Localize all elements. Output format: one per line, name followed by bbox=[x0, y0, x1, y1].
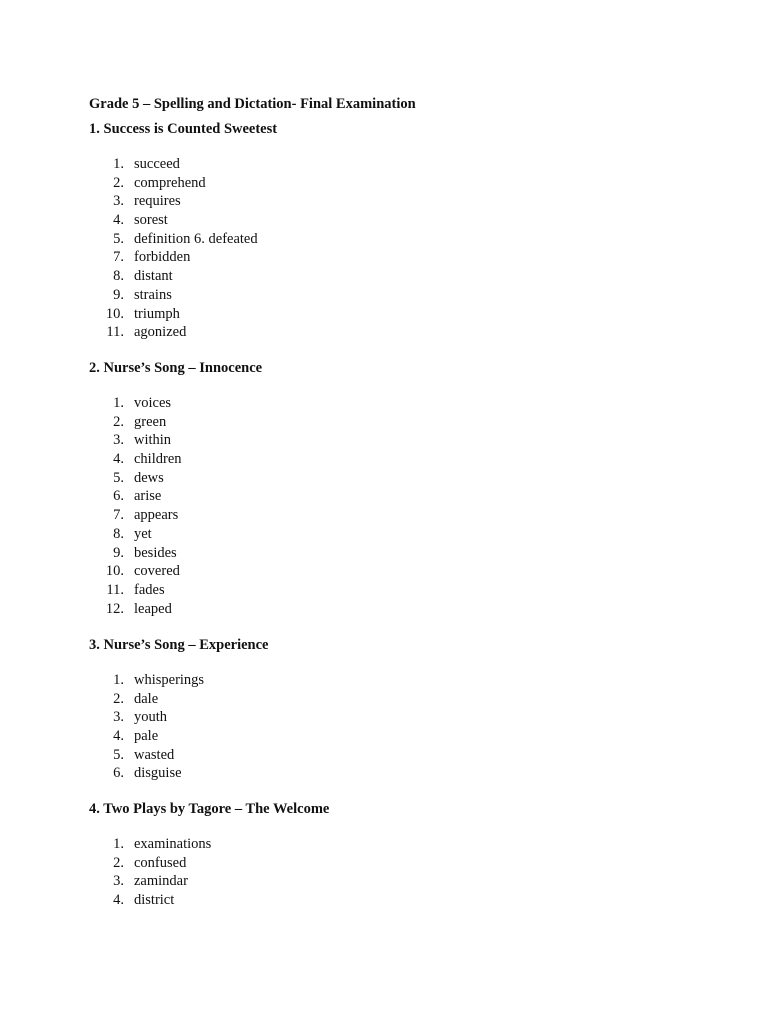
list-item-number: 5. bbox=[113, 230, 124, 247]
list-item bbox=[0, 394, 700, 413]
list-item-number: 3. bbox=[113, 873, 124, 890]
list-item-word: youth bbox=[134, 709, 168, 726]
list-item-number: 4. bbox=[113, 728, 124, 745]
list-item bbox=[0, 323, 700, 342]
list-item-word: voices bbox=[134, 395, 172, 411]
list-item-word: children bbox=[134, 451, 182, 468]
list-item-word: examinations bbox=[134, 836, 212, 852]
list-item bbox=[0, 155, 700, 174]
list-item-word: distant bbox=[134, 268, 173, 285]
list-item-word: forbidden bbox=[134, 249, 191, 266]
list-item-number: 1. bbox=[113, 395, 124, 411]
list-item bbox=[0, 872, 700, 891]
list-item-number: 1. bbox=[113, 156, 124, 172]
list-item-number: 6. bbox=[113, 488, 124, 505]
list-item-number: 8. bbox=[113, 525, 124, 542]
list-item-number: 3. bbox=[113, 193, 124, 210]
list-item-word: strains bbox=[134, 286, 172, 303]
list-item-number: 4. bbox=[113, 212, 124, 229]
list-item bbox=[0, 525, 700, 544]
list-item bbox=[0, 267, 700, 286]
section-heading: 3. Nurse’s Song – Experience bbox=[89, 637, 269, 653]
list-item bbox=[0, 286, 700, 305]
list-item-number: 7. bbox=[113, 249, 124, 266]
list-item bbox=[0, 487, 700, 506]
list-item bbox=[0, 854, 700, 873]
list-item bbox=[0, 671, 700, 690]
list-item-number: 7. bbox=[113, 507, 124, 524]
page-title: Grade 5 – Spelling and Dictation- Final Examination bbox=[89, 96, 416, 112]
list-item-word: wasted bbox=[134, 746, 175, 763]
list-item-word: disguise bbox=[134, 765, 182, 782]
word-list bbox=[0, 835, 700, 910]
list-item-number: 1. bbox=[113, 672, 124, 688]
list-item bbox=[0, 192, 700, 211]
list-item bbox=[0, 835, 700, 854]
list-item-word: definition 6. defeated bbox=[134, 230, 258, 247]
section-heading: 2. Nurse’s Song – Innocence bbox=[89, 360, 263, 376]
list-item bbox=[0, 230, 700, 249]
list-item-word: leaped bbox=[134, 600, 172, 617]
list-item-number: 12. bbox=[105, 600, 124, 617]
list-item-number: 10. bbox=[105, 563, 124, 580]
list-item bbox=[0, 450, 700, 469]
list-item-word: fades bbox=[134, 581, 165, 598]
list-item-number: 5. bbox=[113, 469, 124, 486]
list-item-number: 9. bbox=[113, 544, 124, 561]
list-item-number: 11. bbox=[106, 324, 124, 341]
list-item-word: besides bbox=[134, 544, 177, 561]
list-item-word: dale bbox=[134, 690, 159, 707]
list-item-number: 2. bbox=[113, 174, 124, 191]
list-item bbox=[0, 544, 700, 563]
list-item bbox=[0, 746, 700, 765]
list-item-word: covered bbox=[134, 563, 180, 580]
list-item-word: dews bbox=[134, 469, 164, 486]
list-item bbox=[0, 562, 700, 581]
section-heading: 4. Two Plays by Tagore – The Welcome bbox=[89, 801, 330, 817]
list-item bbox=[0, 431, 700, 450]
list-item-number: 3. bbox=[113, 709, 124, 726]
list-item bbox=[0, 413, 700, 432]
list-item bbox=[0, 581, 700, 600]
list-item bbox=[0, 708, 700, 727]
list-item bbox=[0, 600, 700, 619]
list-item bbox=[0, 891, 700, 910]
list-item-word: arise bbox=[134, 488, 162, 505]
list-item-number: 4. bbox=[113, 451, 124, 468]
list-item bbox=[0, 211, 700, 230]
list-item bbox=[0, 305, 700, 324]
list-item-number: 4. bbox=[113, 892, 124, 909]
list-item-word: requires bbox=[134, 193, 181, 210]
section-heading: 1. Success is Counted Sweetest bbox=[89, 121, 278, 137]
list-item-number: 6. bbox=[113, 765, 124, 782]
list-item bbox=[0, 690, 700, 709]
word-list bbox=[0, 155, 700, 342]
list-item-word: pale bbox=[134, 728, 159, 745]
list-item-word: yet bbox=[134, 525, 152, 542]
list-item-number: 8. bbox=[113, 268, 124, 285]
list-item bbox=[0, 174, 700, 193]
list-item bbox=[0, 248, 700, 267]
list-item-number: 1. bbox=[113, 836, 124, 852]
list-item-word: succeed bbox=[134, 156, 180, 172]
list-item-word: zamindar bbox=[134, 873, 188, 890]
list-item-number: 5. bbox=[113, 746, 124, 763]
list-item-word: whisperings bbox=[134, 672, 205, 688]
list-item-word: within bbox=[134, 432, 172, 449]
list-item bbox=[0, 764, 700, 783]
list-item bbox=[0, 727, 700, 746]
list-item bbox=[0, 469, 700, 488]
list-item-word: appears bbox=[134, 507, 179, 524]
list-item-number: 2. bbox=[113, 854, 124, 871]
list-item-word: triumph bbox=[134, 305, 180, 322]
list-item bbox=[0, 506, 700, 525]
list-item-number: 2. bbox=[113, 413, 124, 430]
list-item-word: green bbox=[134, 413, 167, 430]
list-item-number: 2. bbox=[113, 690, 124, 707]
list-item-word: district bbox=[134, 892, 175, 909]
list-item-number: 10. bbox=[105, 305, 124, 322]
list-item-word: agonized bbox=[134, 324, 187, 341]
list-item-word: sorest bbox=[134, 212, 168, 229]
list-item-number: 9. bbox=[113, 286, 124, 303]
list-item-word: comprehend bbox=[134, 174, 206, 191]
list-item-word: confused bbox=[134, 854, 187, 871]
list-item-number: 3. bbox=[113, 432, 124, 449]
word-list bbox=[0, 671, 700, 783]
list-item-number: 11. bbox=[106, 581, 124, 598]
word-list bbox=[0, 394, 700, 618]
